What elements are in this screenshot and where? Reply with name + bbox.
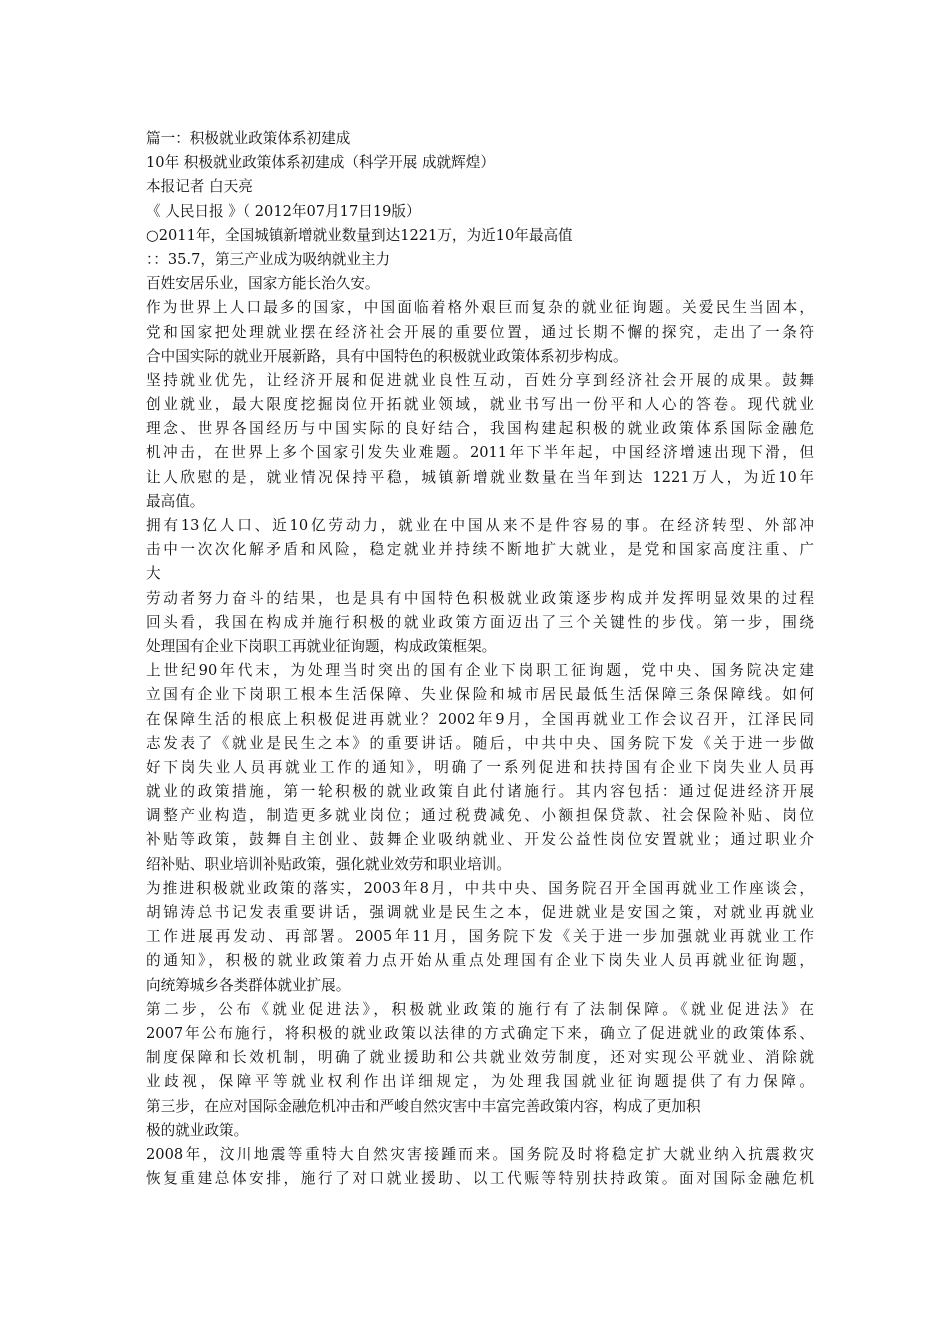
text-line: 击中一次次化解矛盾和风险，稳定就业并持续不断地扩大就业，是党和国家高度注重、广 [146,541,814,559]
text-line: 篇一：积极就业政策体系初建成 [146,130,351,147]
text-line: 胡锦涛总书记发表重要讲话，强调就业是民生之本，促进就业是安国之策，对就业再就业 [146,904,814,921]
text-line: 本报记者 白天亮 [146,178,253,196]
text-line: 让人欣慰的是，就业情况保持平稳，城镇新增就业数量在当年到达 1221万人，为近10年 [146,468,814,486]
text-line: 志发表了《就业是民生之本》的重要讲话。随后，中共中央、国务院下发《关于进一步做 [146,734,814,752]
text-line: 机冲击，在世界上多个国家引发失业难题。2011年下半年起，中国经济增速出现下滑，但 [146,444,814,462]
text-line: 第三步，在应对国际金融危机冲击和严峻自然灾害中丰富完善政策内容，构成了更加积 [146,1097,701,1115]
text-line: 上世纪90年代末，为处理当时突出的国有企业下岗职工征询题，党中央、国务院决定建 [146,662,814,680]
text-line: 好下岗失业人员再就业工作的通知》，明确了一系列促进和扶持国有企业下岗失业人员再 [146,758,814,776]
text-line: 坚持就业优先，让经济开展和促进就业良性互动，百姓分享到经济社会开展的成果。鼓舞 [146,371,814,389]
text-line: 劳动者努力奋斗的结果，也是具有中国特色积极就业政策逐步构成并发挥明显效果的过程 [146,589,814,607]
document-page [146,127,814,1191]
text-line: 创业就业，最大限度挖掘岗位开拓就业领域，就业书写出一份平和人心的答卷。现代就业 [146,396,814,414]
text-line: 业歧视，保障平等就业权利作出详细规定，为处理我国就业征询题提供了有力保障。 [146,1073,814,1091]
text-line: 补贴等政策，鼓舞自主创业、鼓舞企业吸纳就业、开发公益性岗位安置就业；通过职业介 [146,831,814,849]
text-line: 向统筹城乡各类群体就业扩展。 [146,976,351,994]
text-line: 制度保障和长效机制，明确了就业援助和公共就业效劳制度，还对实现公平就业、消除就 [146,1049,814,1067]
text-line: 10年 积极就业政策体系初建成（科学开展 成就辉煌） [146,154,495,172]
text-line: 大 [146,565,161,583]
text-line: ：：35.7，第三产业成为吸纳就业主力 [146,250,391,268]
text-line: 理念、世界各国经历与中国实际的良好结合，我国构建起积极的就业政策体系国际金融危 [146,420,814,438]
text-line: 百姓安居乐业，国家方能长治久安。 [146,275,380,293]
text-line: 回头看，我国在构成并施行积极的就业政策方面迈出了三个关键性的步伐。第一步，围绕 [146,613,814,631]
text-line: 2008年，汶川地震等重特大自然灾害接踵而来。国务院及时将稳定扩大就业纳入抗震救灾 [146,1145,814,1163]
text-line: 合中国实际的就业开展新路，具有中国特色的积极就业政策体系初步构成。 [146,347,628,365]
text-line: 为推进积极就业政策的落实，2003年8月，中共中央、国务院召开全国再就业工作座谈会， [146,879,814,897]
text-line: 工作进展再发动、再部署。2005年11月，国务院下发《关于进一步加强就业再就业工作 [146,928,814,946]
text-line: 拥有13亿人口、近10亿劳动力，就业在中国从来不是件容易的事。在经济转型、外部冲 [146,517,814,534]
text-line: 就业的政策措施，第一轮积极的就业政策自此付诸施行。其内容包括：通过促进经济开展 [146,783,814,801]
text-line: 处理国有企业下岗职工再就业征询题，构成政策框架。 [146,637,497,655]
text-line: 的通知》，积极的就业政策着力点开始从重点处理国有企业下岗失业人员再就业征询题， [146,952,814,970]
text-line: 《 人民日报 》（ 2012年07月17日19版） [146,202,421,220]
text-line: 最高值。 [146,492,205,510]
text-line: 党和国家把处理就业摆在经济社会开展的重要位置，通过长期不懈的探究，走出了一条符 [146,323,814,341]
text-line: 调整产业构造，制造更多就业岗位；通过税费减免、小额担保贷款、社会保险补贴、岗位 [146,807,814,825]
text-line: 恢复重建总体安排，施行了对口就业援助、以工代赈等特别扶持政策。面对国际金融危机 [146,1170,814,1188]
text-line: 极的就业政策。 [146,1121,249,1139]
text-line: 第二步，公布《就业促进法》，积极就业政策的施行有了法制保障。《就业促进法》在 [146,1000,814,1018]
text-line: 2007年公布施行，将积极的就业政策以法律的方式确定下来，确立了促进就业的政策体系、 [146,1024,814,1042]
text-line: 立国有企业下岗职工根本生活保障、失业保险和城市居民最低生活保障三条保障线。如何 [146,686,814,704]
text-line: 绍补贴、职业培训补贴政策，强化就业效劳和职业培训。 [146,855,511,873]
text-line: ○2011年，全国城镇新增就业数量到达1221万，为近10年最高值 [146,226,573,244]
text-line: 在保障生活的根底上积极促进再就业？2002年9月，全国再就业工作会议召开，江泽民同 [146,710,814,728]
text-line: 作为世界上人口最多的国家，中国面临着格外艰巨而复杂的就业征询题。关爱民生当固本， [146,299,814,317]
